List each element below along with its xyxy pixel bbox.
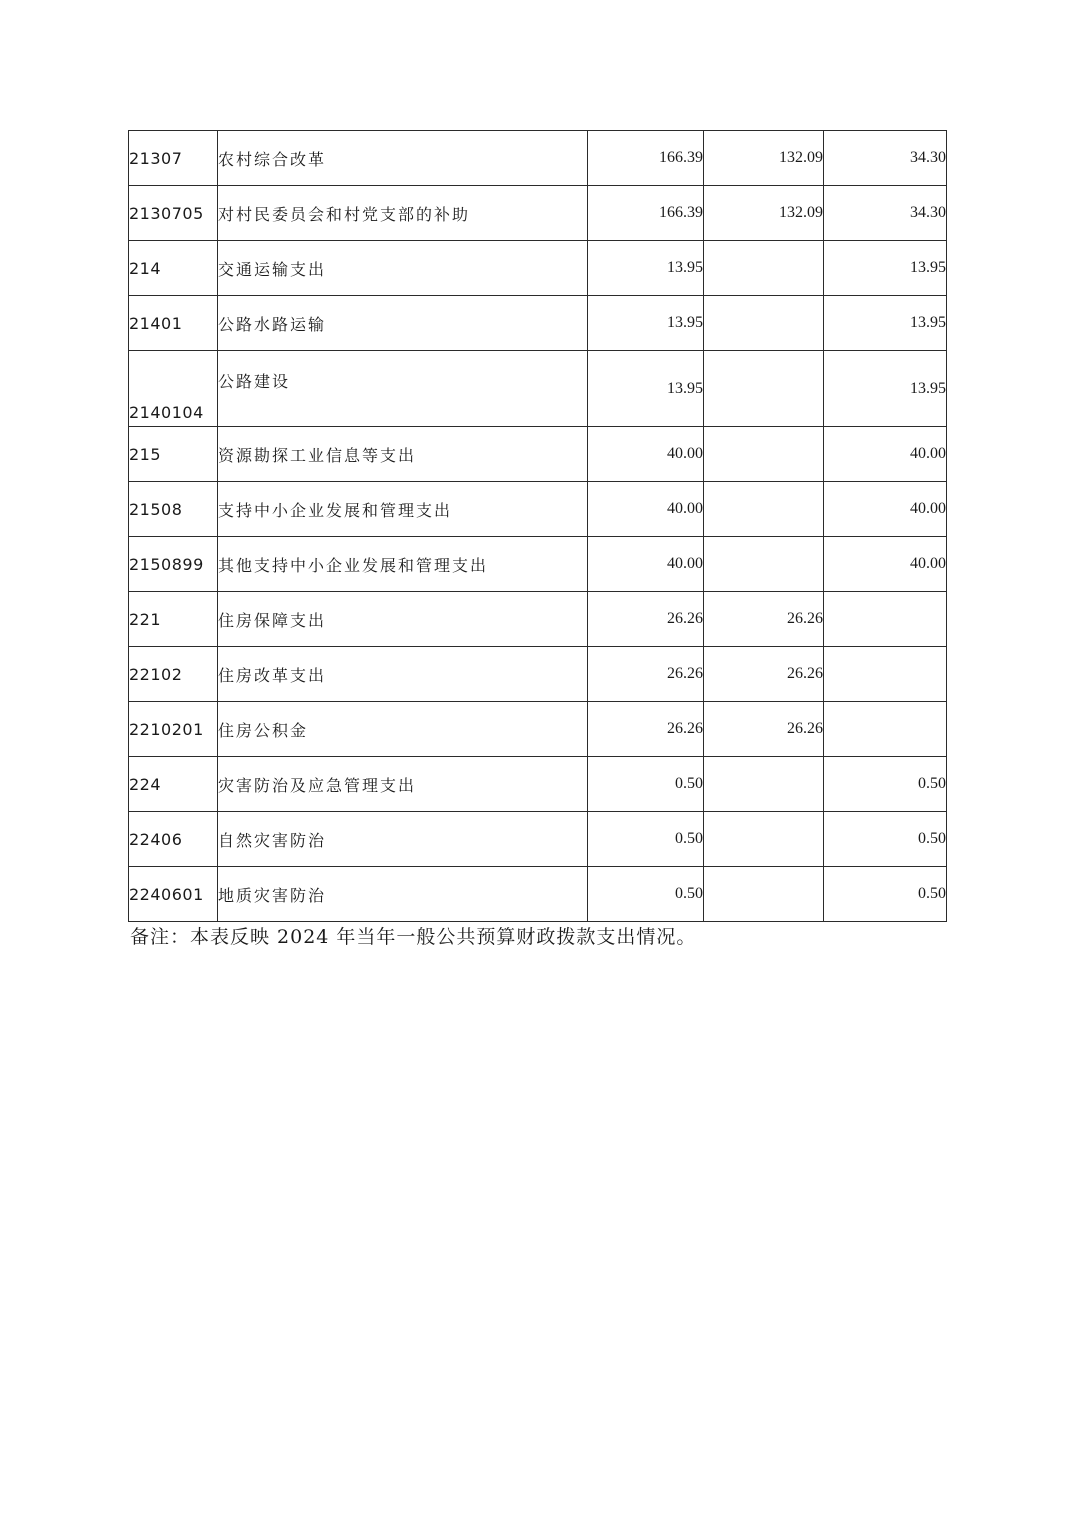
table-row <box>129 702 947 757</box>
project-expenditure-cell: 13.95 <box>824 241 947 296</box>
table-body <box>129 131 947 922</box>
table-row <box>129 647 947 702</box>
account-name-cell: 支持中小企业发展和管理支出 <box>218 482 588 537</box>
account-name-cell: 灾害防治及应急管理支出 <box>218 757 588 812</box>
account-name-cell: 公路建设 <box>218 351 588 427</box>
basic-expenditure-cell <box>704 482 824 537</box>
account-name-cell: 农村综合改革 <box>218 131 588 186</box>
project-expenditure-cell: 34.30 <box>824 131 947 186</box>
basic-expenditure-cell: 26.26 <box>704 592 824 647</box>
total-amount-cell: 13.95 <box>588 296 704 351</box>
project-expenditure-cell: 13.95 <box>824 351 947 427</box>
project-expenditure-cell: 40.00 <box>824 427 947 482</box>
table-row <box>129 427 947 482</box>
table-row <box>129 812 947 867</box>
account-code-cell: 2240601 <box>129 867 218 922</box>
project-expenditure-cell: 0.50 <box>824 812 947 867</box>
table-row <box>129 867 947 922</box>
account-code-cell: 221 <box>129 592 218 647</box>
total-amount-cell: 26.26 <box>588 647 704 702</box>
basic-expenditure-cell: 26.26 <box>704 647 824 702</box>
account-name-cell: 公路水路运输 <box>218 296 588 351</box>
total-amount-cell: 40.00 <box>588 537 704 592</box>
total-amount-cell: 166.39 <box>588 131 704 186</box>
total-amount-cell: 40.00 <box>588 482 704 537</box>
basic-expenditure-cell <box>704 241 824 296</box>
account-code-cell: 21401 <box>129 296 218 351</box>
account-code-cell: 215 <box>129 427 218 482</box>
table-row <box>129 131 947 186</box>
total-amount-cell: 40.00 <box>588 427 704 482</box>
table-row <box>129 296 947 351</box>
total-amount-cell: 166.39 <box>588 186 704 241</box>
table-row <box>129 241 947 296</box>
project-expenditure-cell <box>824 702 947 757</box>
basic-expenditure-cell <box>704 757 824 812</box>
basic-expenditure-cell <box>704 867 824 922</box>
project-expenditure-cell: 0.50 <box>824 757 947 812</box>
basic-expenditure-cell: 132.09 <box>704 131 824 186</box>
account-code-cell: 214 <box>129 241 218 296</box>
total-amount-cell: 0.50 <box>588 757 704 812</box>
account-code-cell: 2150899 <box>129 537 218 592</box>
basic-expenditure-cell <box>704 427 824 482</box>
total-amount-cell: 13.95 <box>588 241 704 296</box>
basic-expenditure-cell <box>704 351 824 427</box>
account-name-cell: 住房保障支出 <box>218 592 588 647</box>
table-row <box>129 592 947 647</box>
table-row <box>129 757 947 812</box>
account-name-cell: 对村民委员会和村党支部的补助 <box>218 186 588 241</box>
table-row <box>129 537 947 592</box>
project-expenditure-cell: 40.00 <box>824 482 947 537</box>
project-expenditure-cell: 0.50 <box>824 867 947 922</box>
project-expenditure-cell: 13.95 <box>824 296 947 351</box>
account-code-cell: 22102 <box>129 647 218 702</box>
table-row <box>129 351 947 427</box>
account-name-cell: 地质灾害防治 <box>218 867 588 922</box>
total-amount-cell: 26.26 <box>588 592 704 647</box>
basic-expenditure-cell: 26.26 <box>704 702 824 757</box>
account-name-cell: 住房改革支出 <box>218 647 588 702</box>
total-amount-cell: 13.95 <box>588 351 704 427</box>
total-amount-cell: 0.50 <box>588 867 704 922</box>
account-code-cell: 2130705 <box>129 186 218 241</box>
expenditure-table <box>128 130 947 922</box>
account-name-cell: 自然灾害防治 <box>218 812 588 867</box>
account-name-cell: 其他支持中小企业发展和管理支出 <box>218 537 588 592</box>
account-code-cell: 21307 <box>129 131 218 186</box>
basic-expenditure-cell: 132.09 <box>704 186 824 241</box>
project-expenditure-cell <box>824 592 947 647</box>
account-code-cell: 21508 <box>129 482 218 537</box>
table-row <box>129 482 947 537</box>
account-code-cell: 2140104 <box>129 351 218 427</box>
basic-expenditure-cell <box>704 296 824 351</box>
project-expenditure-cell: 34.30 <box>824 186 947 241</box>
table-row <box>129 186 947 241</box>
account-name-cell: 交通运输支出 <box>218 241 588 296</box>
basic-expenditure-cell <box>704 812 824 867</box>
total-amount-cell: 0.50 <box>588 812 704 867</box>
account-name-cell: 资源勘探工业信息等支出 <box>218 427 588 482</box>
account-code-cell: 2210201 <box>129 702 218 757</box>
total-amount-cell: 26.26 <box>588 702 704 757</box>
project-expenditure-cell <box>824 647 947 702</box>
account-code-cell: 22406 <box>129 812 218 867</box>
account-code-cell: 224 <box>129 757 218 812</box>
table-note: 备注：本表反映 2024 年当年一般公共预算财政拨款支出情况。 <box>130 926 697 948</box>
account-name-cell: 住房公积金 <box>218 702 588 757</box>
project-expenditure-cell: 40.00 <box>824 537 947 592</box>
basic-expenditure-cell <box>704 537 824 592</box>
